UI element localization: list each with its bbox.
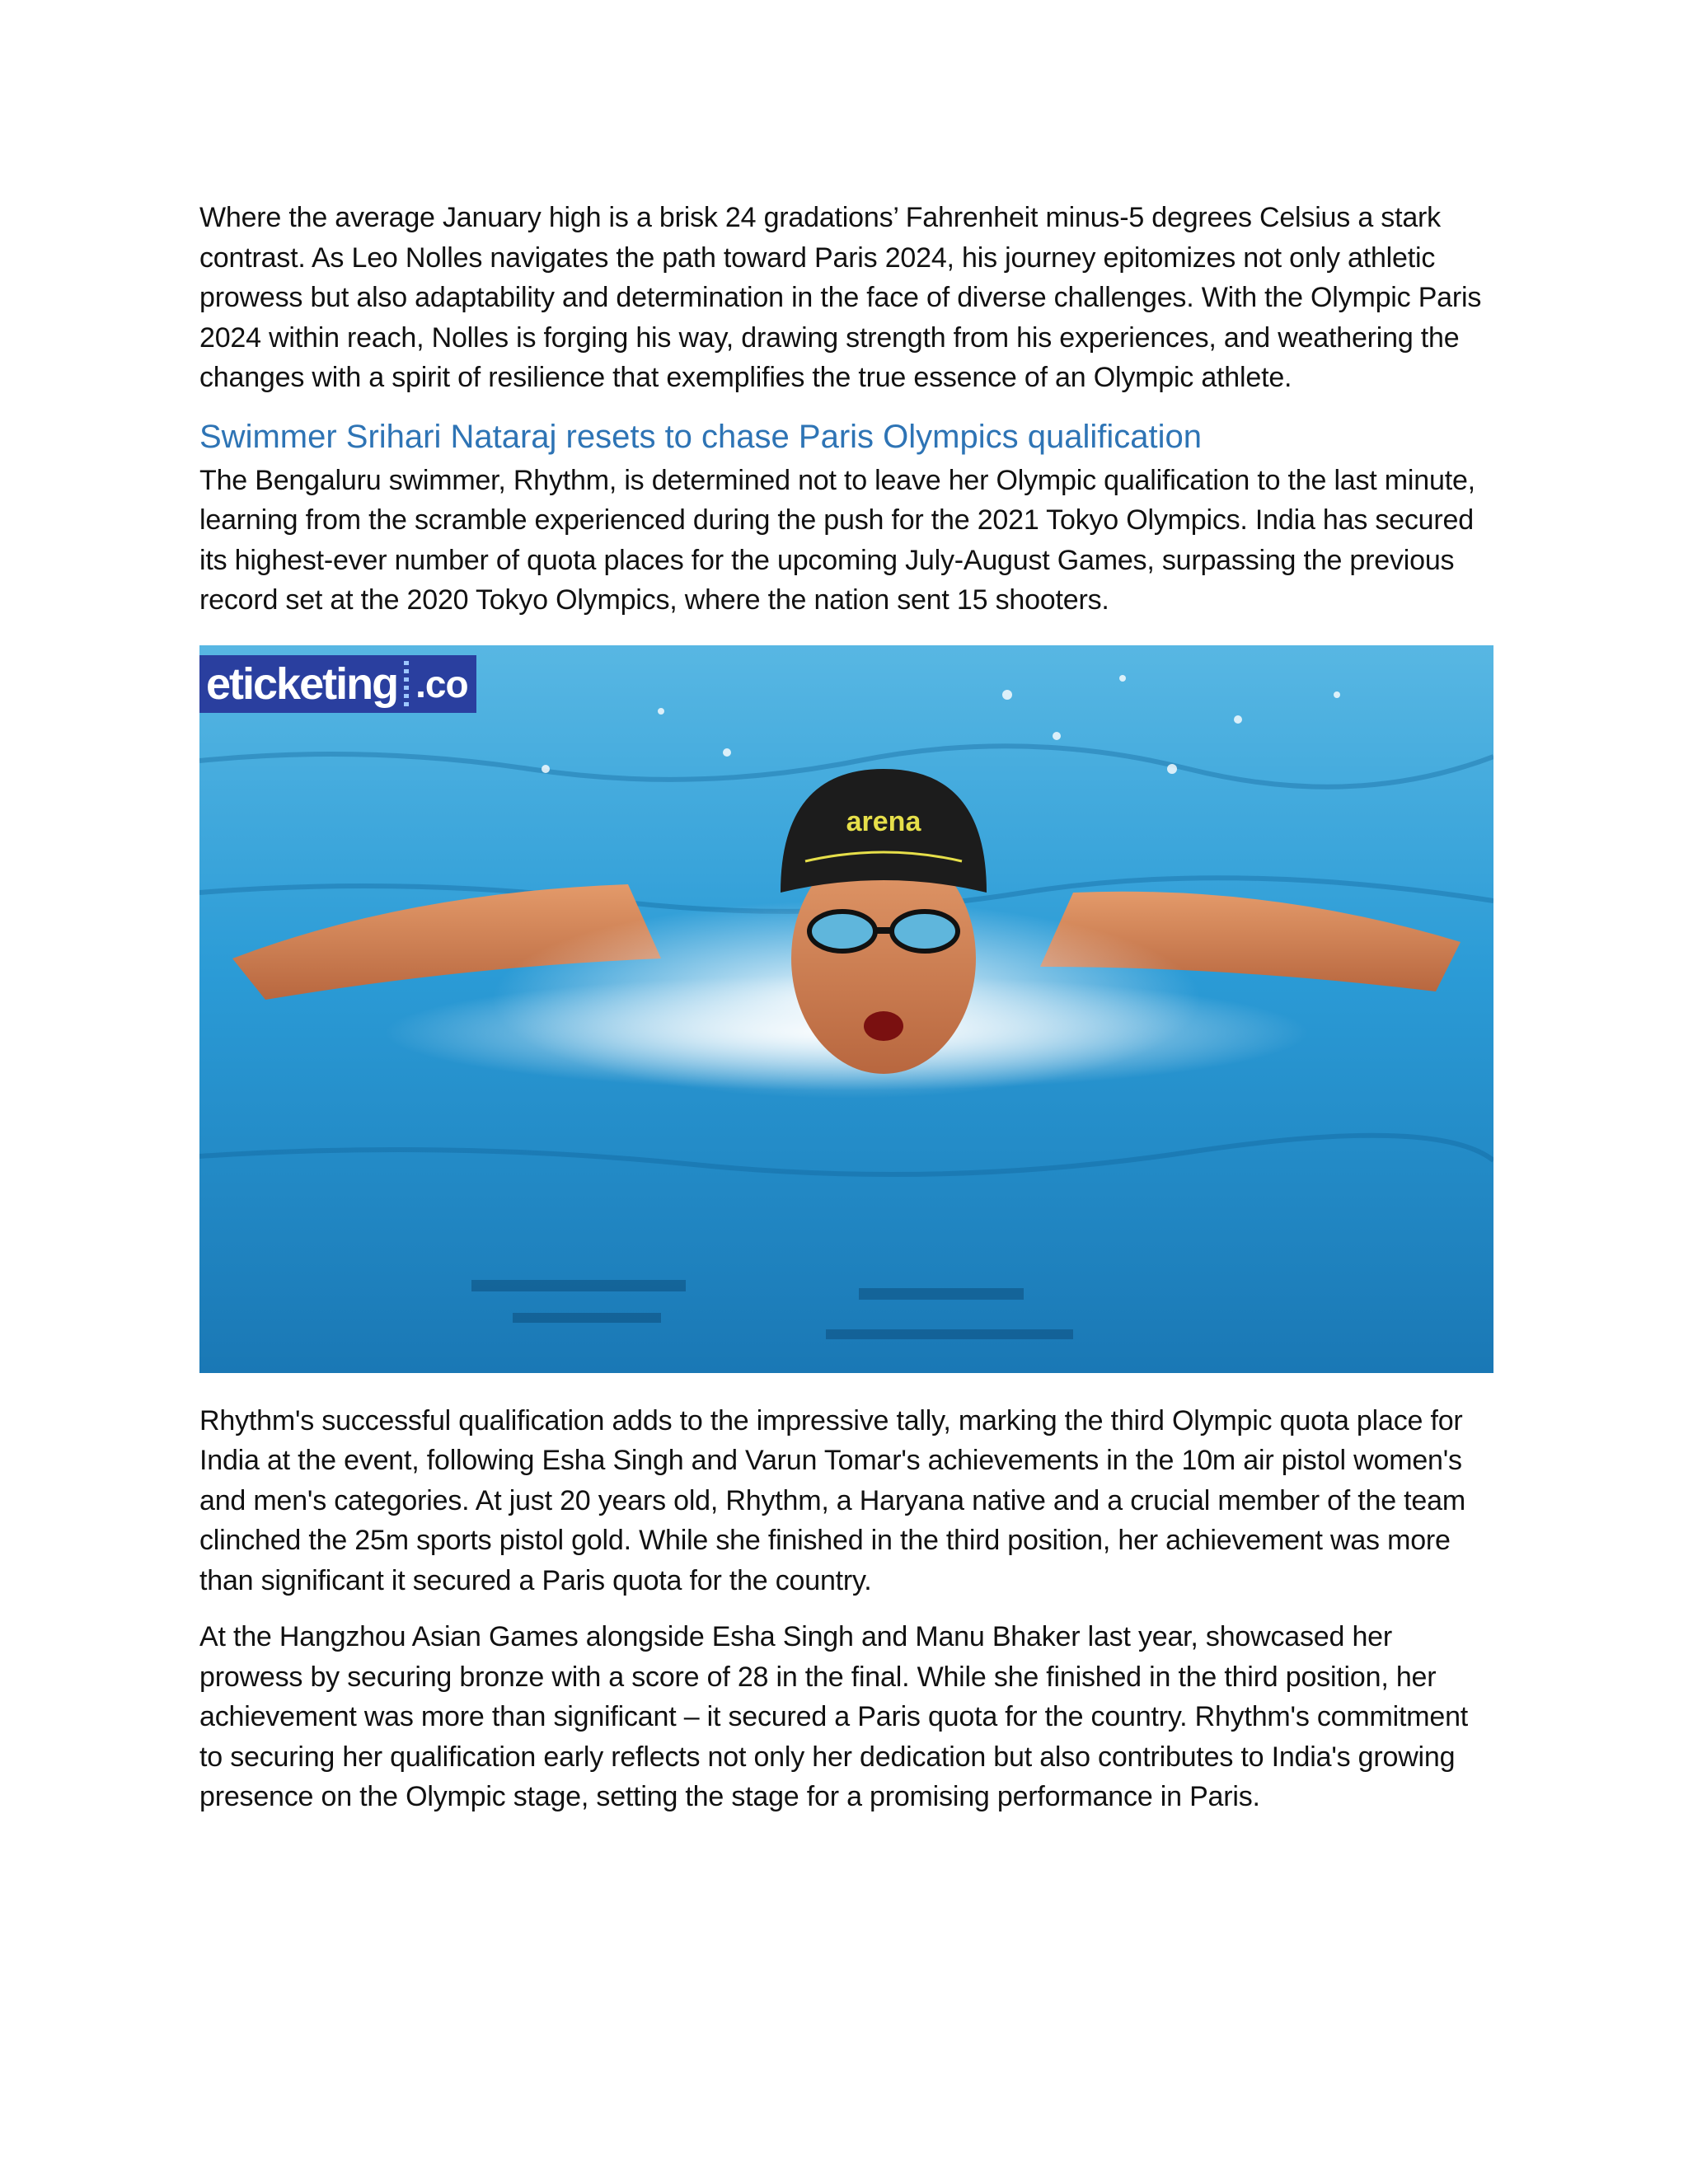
paragraph-asian-games: At the Hangzhou Asian Games alongside Esha Singh and Manu Bhaker last year, showcased her prowess by securing bronze with a score of 28 in the final. While she finished in the third position, her achievement was more than significant – it secured a Paris quota for the country. Rhythm's commitment to securing her qualification early reflects not only her dedication but also contributes to India's growing presence on the Olympic stage, setting the stage for a promising performance in Paris.: [199, 1621, 1469, 1812]
paragraph-qualification: Rhythm's successful qualification adds to the impressive tally, marking the third Olympic quota place for India at the event, following Esha Singh and Varun Tomar's achievements in the 10m air pistol women's and men's categories. At just 20 years old, Rhythm, a Haryana native and a crucial member of the team clinched the 25m sports pistol gold. While she finished in the third position, her achievement was more than significant it secured a Paris quota for the country.: [199, 1404, 1465, 1596]
paragraph-intro: Where the average January high is a brisk 24 gradations’ Fahrenheit minus-5 degrees Celsius a stark contrast. As Leo Nolles navigates the path toward Paris 2024, his journey epitomizes not only athletic prowess but also adaptability and determination in the face of diverse challenges. With the Olympic Paris 2024 within reach, Nolles is forging his way, drawing strength from his experiences, and weathering the changes with a spirit of resilience that exemplifies the true essence of an Olympic athlete.: [199, 202, 1482, 393]
logo-tld-text: .co: [415, 662, 468, 705]
logo-separator: [404, 661, 409, 707]
logo-main-text: eticketing: [206, 658, 398, 709]
eticketing-logo: [199, 655, 476, 713]
swimmer-photo: [199, 645, 1493, 1373]
cap-brand-text: arena: [846, 805, 921, 837]
swimmer-illustration: [199, 645, 1493, 1373]
document-page: [199, 198, 1493, 1834]
section-heading: Swimmer Srihari Nataraj resets to chase Paris Olympics qualification: [199, 418, 1202, 455]
paragraph-section-intro: The Bengaluru swimmer, Rhythm, is determined not to leave her Olympic qualification to the last minute, learning from the scramble experienced during the push for the 2021 Tokyo Olympics. India has secured its highest-ever number of quota places for the upcoming July-August Games, surpassing the previous record set at the 2020 Tokyo Olympics, where the nation sent 15 shooters.: [199, 464, 1475, 616]
